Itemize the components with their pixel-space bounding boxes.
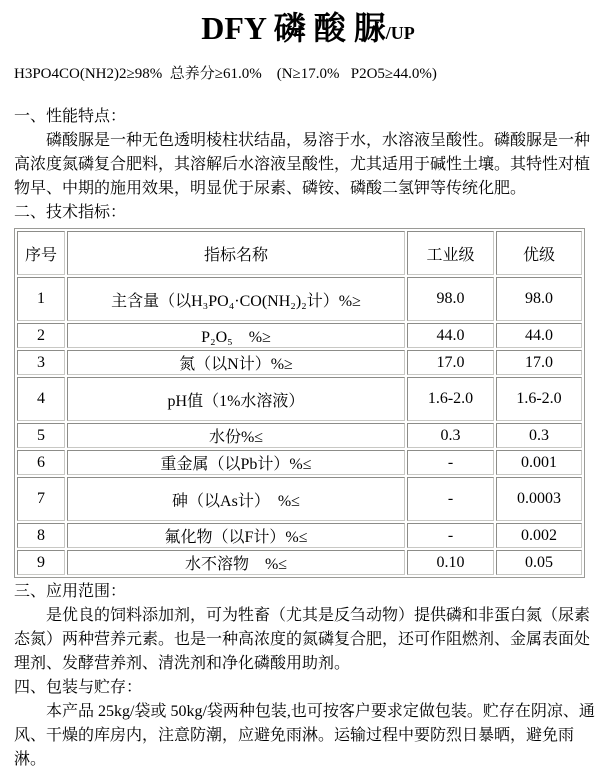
table-row xyxy=(17,377,582,421)
cell-no: 8 xyxy=(17,523,65,548)
table-row xyxy=(17,523,582,548)
cell-industrial: 44.0 xyxy=(407,323,494,348)
cell-no: 7 xyxy=(17,477,65,521)
cell-no: 2 xyxy=(17,323,65,348)
specs-table xyxy=(14,228,585,578)
cell-premium: 17.0 xyxy=(496,350,582,375)
table-row xyxy=(17,323,582,348)
table-row xyxy=(17,350,582,375)
cell-industrial: 1.6-2.0 xyxy=(407,377,494,421)
cell-industrial: - xyxy=(407,477,494,521)
packaging-paragraph: 本产品 25kg/袋或 50kg/袋两种包装,也可按客户要求定做包装。贮存在阴凉、通风、干燥的库房内，注意防潮，应避免雨淋。运输过程中要防烈日暴晒，避免雨淋。 xyxy=(14,703,595,768)
page-title xyxy=(14,8,602,53)
cell-indicator: pH值（1%水溶液） xyxy=(67,377,405,421)
cell-industrial: 17.0 xyxy=(407,350,494,375)
col-header-premium: 优级 xyxy=(496,231,582,275)
section-heading-specs: 二、技术指标： xyxy=(14,204,127,221)
cell-indicator: P₂O₅ %≥ xyxy=(67,323,405,348)
cell-indicator: 氮（以N计）%≥ xyxy=(67,350,405,375)
cell-industrial: 0.3 xyxy=(407,423,494,448)
section-heading-application: 三、应用范围： xyxy=(14,583,127,600)
cell-premium: 0.001 xyxy=(496,450,582,475)
section-heading-packaging: 四、包装与贮存： xyxy=(14,679,143,696)
cell-industrial: 98.0 xyxy=(407,277,494,321)
cell-no: 1 xyxy=(17,277,65,321)
cell-no: 5 xyxy=(17,423,65,448)
col-header-no: 序号 xyxy=(17,231,65,275)
col-header-industrial: 工业级 xyxy=(407,231,494,275)
table-row xyxy=(17,277,582,321)
cell-premium: 44.0 xyxy=(496,323,582,348)
specs-table-header-row xyxy=(17,231,582,275)
application-paragraph: 是优良的饲料添加剂，可为牲畜（尤其是反刍动物）提供磷和非蛋白氮（尿素态氮）两种营养元素。也是一种高浓度的氮磷复合肥，还可作阻燃剂、金属表面处理剂、发酵营养剂、清洗剂和净化磷酸用助剂。 xyxy=(14,607,591,672)
section-heading-features: 一、性能特点： xyxy=(14,108,127,125)
table-row xyxy=(17,550,582,575)
features-paragraph: 磷酸脲是一种无色透明棱柱状结晶，易溶于水，水溶液呈酸性。磷酸脲是一种高浓度氮磷复合肥料，其溶解后水溶液呈酸性，尤其适用于碱性土壤。其特性对植物早、中期的施用效果，明显优于尿素、磷铵、磷酸二氢钾等传统化肥。 xyxy=(14,132,591,197)
cell-industrial: - xyxy=(407,523,494,548)
cell-indicator: 主含量（以H₃PO₄·CO(NH₂)₂计）%≥ xyxy=(67,277,405,321)
table-row xyxy=(17,450,582,475)
cell-industrial: - xyxy=(407,450,494,475)
cell-premium: 98.0 xyxy=(496,277,582,321)
cell-premium: 0.3 xyxy=(496,423,582,448)
cell-no: 4 xyxy=(17,377,65,421)
cell-premium: 0.05 xyxy=(496,550,582,575)
cell-indicator: 砷（以As计） %≤ xyxy=(67,477,405,521)
page-title-main: DFY 磷 酸 脲 xyxy=(201,10,386,46)
table-row xyxy=(17,423,582,448)
table-row xyxy=(17,477,582,521)
cell-premium: 0.0003 xyxy=(496,477,582,521)
cell-no: 9 xyxy=(17,550,65,575)
cell-no: 6 xyxy=(17,450,65,475)
cell-indicator: 水不溶物 %≤ xyxy=(67,550,405,575)
col-header-indicator: 指标名称 xyxy=(67,231,405,275)
cell-indicator: 重金属（以Pb计）%≤ xyxy=(67,450,405,475)
cell-premium: 0.002 xyxy=(496,523,582,548)
cell-industrial: 0.10 xyxy=(407,550,494,575)
cell-no: 3 xyxy=(17,350,65,375)
page-title-suffix: /UP xyxy=(385,23,415,43)
cell-indicator: 水份%≤ xyxy=(67,423,405,448)
formula-line: H3PO4CO(NH2)2≥98% 总养分≥61.0% (N≥17.0% P2O5≥44.0%) xyxy=(14,66,437,82)
cell-indicator: 氟化物（以F计）%≤ xyxy=(67,523,405,548)
cell-premium: 1.6-2.0 xyxy=(496,377,582,421)
